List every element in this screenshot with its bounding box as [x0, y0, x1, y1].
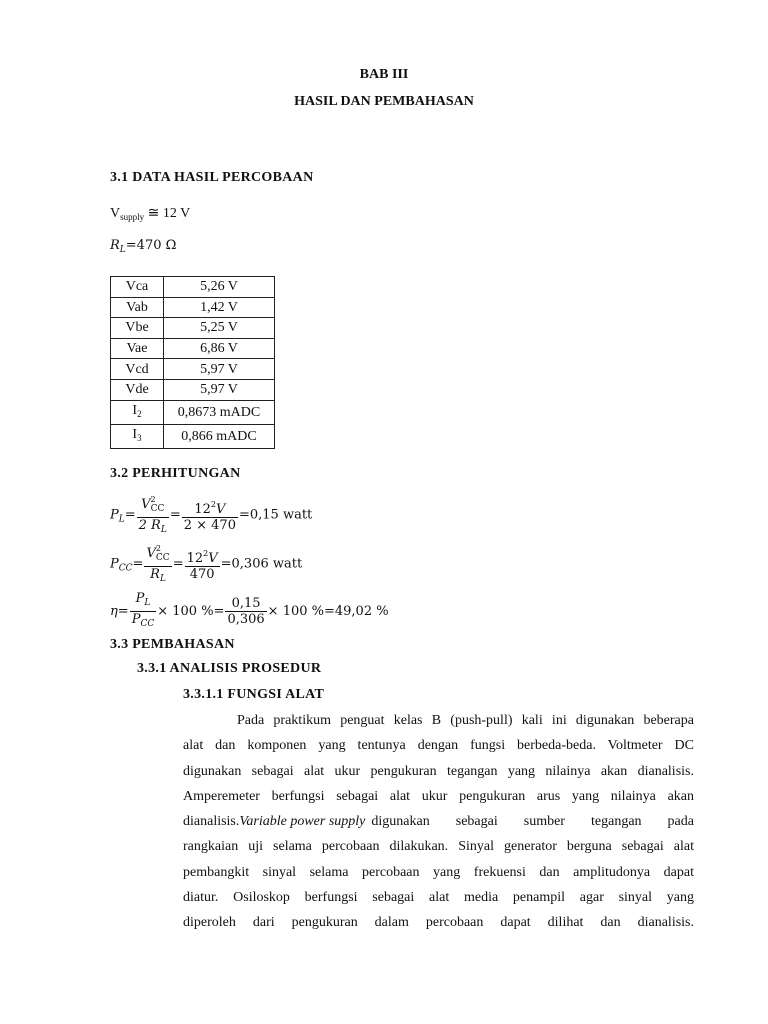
table-cell-label: Vca — [111, 277, 164, 298]
section-heading-3-1: 3.1 DATA HASIL PERCOBAAN — [110, 170, 314, 185]
table-cell-value: 5,25 V — [164, 318, 275, 339]
fraction-vcc-over-2rl: $\frac{V^2_{CC}}{2 R_L}$ — [137, 492, 169, 538]
table-row — [111, 277, 275, 298]
table-cell-value: 5,97 V — [164, 359, 275, 380]
vsupply-line: $V_{supply}$ ≅ 12 V — [110, 206, 191, 222]
table-row — [111, 379, 275, 400]
load-resistance-line: $R_L=470$ Ω — [110, 238, 177, 255]
table-cell-value: 5,97 V — [164, 379, 275, 400]
equation-efficiency: η= $\frac{P_L}{P_{CC}}$ × 100 %= $\frac{0,15}{0,306}$ × 100 %=49,02 % — [110, 591, 389, 632]
equation-pcc: $P_{CC}=$ $\frac{V^2_{CC}}{R_L}$ = $\frac{12^2V}{470}$ =0,306 watt — [110, 541, 302, 587]
equation-pl: $P_L=$ $\frac{V^2_{CC}}{2 R_L}$ = $\frac{12^2V}{2 \times 470}$ =0,15 watt — [110, 492, 312, 538]
paragraph-text: digunakan sebagai sumber tegangan pada — [371, 814, 694, 830]
table-row — [111, 400, 275, 424]
fraction-015-over-0306: $\frac{0,15}{0,306}$ — [227, 596, 265, 627]
paragraph-italic-text: Variable power supply — [239, 814, 366, 830]
section-heading-3-2: 3.2 PERHITUNGAN — [110, 466, 241, 481]
table-cell-label: Vbe — [111, 318, 164, 339]
fraction-vcc-over-rl: $\frac{V^2_{CC}}{R_L}$ — [144, 541, 171, 587]
paragraph-line: diperoleh dari pengukuran dalam percobaan dapat dilihat dan dianalisis. — [183, 915, 694, 931]
paragraph-line — [183, 809, 694, 834]
table-cell-label: Vab — [111, 297, 164, 318]
table-cell-value: 6,86 V — [164, 338, 275, 359]
paragraph-line: pembangkit sinyal selama percobaan yang frekuensi dan amplitudonya dapat — [183, 864, 694, 880]
paragraph-line: Pada praktikum penguat kelas B (push-pull) kali ini digunakan beberapa — [237, 713, 694, 728]
table-row — [111, 424, 275, 448]
paragraph-text: dianalisis. — [183, 814, 240, 830]
equation-pl-result: =0,15 watt — [238, 507, 313, 523]
table-row — [111, 297, 275, 318]
equation-efficiency-result: × 100 %=49,02 % — [267, 604, 389, 619]
table-cell-value: 1,42 V — [164, 297, 275, 318]
body-paragraph — [183, 708, 694, 936]
table-row — [111, 338, 275, 359]
table-row — [111, 359, 275, 380]
paragraph-line: alat dan komponen yang tentunya dengan fungsi berbeda-beda. Voltmeter DC — [183, 738, 694, 754]
table-cell-label: $I_2$ — [111, 400, 164, 424]
equation-pcc-result: =0,306 watt — [220, 556, 303, 572]
table-cell-label: Vcd — [111, 359, 164, 380]
section-heading-3-3: 3.3 PEMBAHASAN — [110, 637, 235, 652]
chapter-title: HASIL DAN PEMBAHASAN — [294, 94, 474, 109]
table-cell-value: 0,866 mADC — [164, 424, 275, 448]
table-cell-label: $I_3$ — [111, 424, 164, 448]
table-cell-label: Vde — [111, 379, 164, 400]
fraction-pl-over-pcc: $\frac{P_L}{P_{CC}}$ — [131, 591, 155, 629]
section-heading-3-3-1-1: 3.3.1.1 FUNGSI ALAT — [183, 687, 325, 702]
table-row — [111, 318, 275, 339]
measurement-table — [110, 276, 275, 449]
table-cell-value: 0,8673 mADC — [164, 400, 275, 424]
table-cell-label: Vae — [111, 338, 164, 359]
fraction-12-over-940: $\frac{12^2V}{2 \times 470}$ — [182, 497, 238, 533]
table-cell-value: 5,26 V — [164, 277, 275, 298]
fraction-12-over-470: $\frac{12^2V}{470}$ — [185, 546, 220, 582]
paragraph-line: diatur. Osiloskop berfungsi sebagai alat media penampil agar sinyal yang — [183, 890, 694, 906]
section-heading-3-3-1: 3.3.1 ANALISIS PROSEDUR — [137, 661, 322, 676]
chapter-number: BAB III — [359, 67, 409, 82]
paragraph-line: digunakan sebagai alat ukur pengukuran tegangan yang nilainya akan dianalisis. — [183, 763, 694, 779]
paragraph-line: Amperemeter berfungsi sebagai alat ukur pengukuran arus yang nilainya akan — [183, 788, 694, 804]
paragraph-line: rangkaian uji selama percobaan dilakukan. Sinyal generator berguna sebagai alat — [183, 839, 694, 855]
